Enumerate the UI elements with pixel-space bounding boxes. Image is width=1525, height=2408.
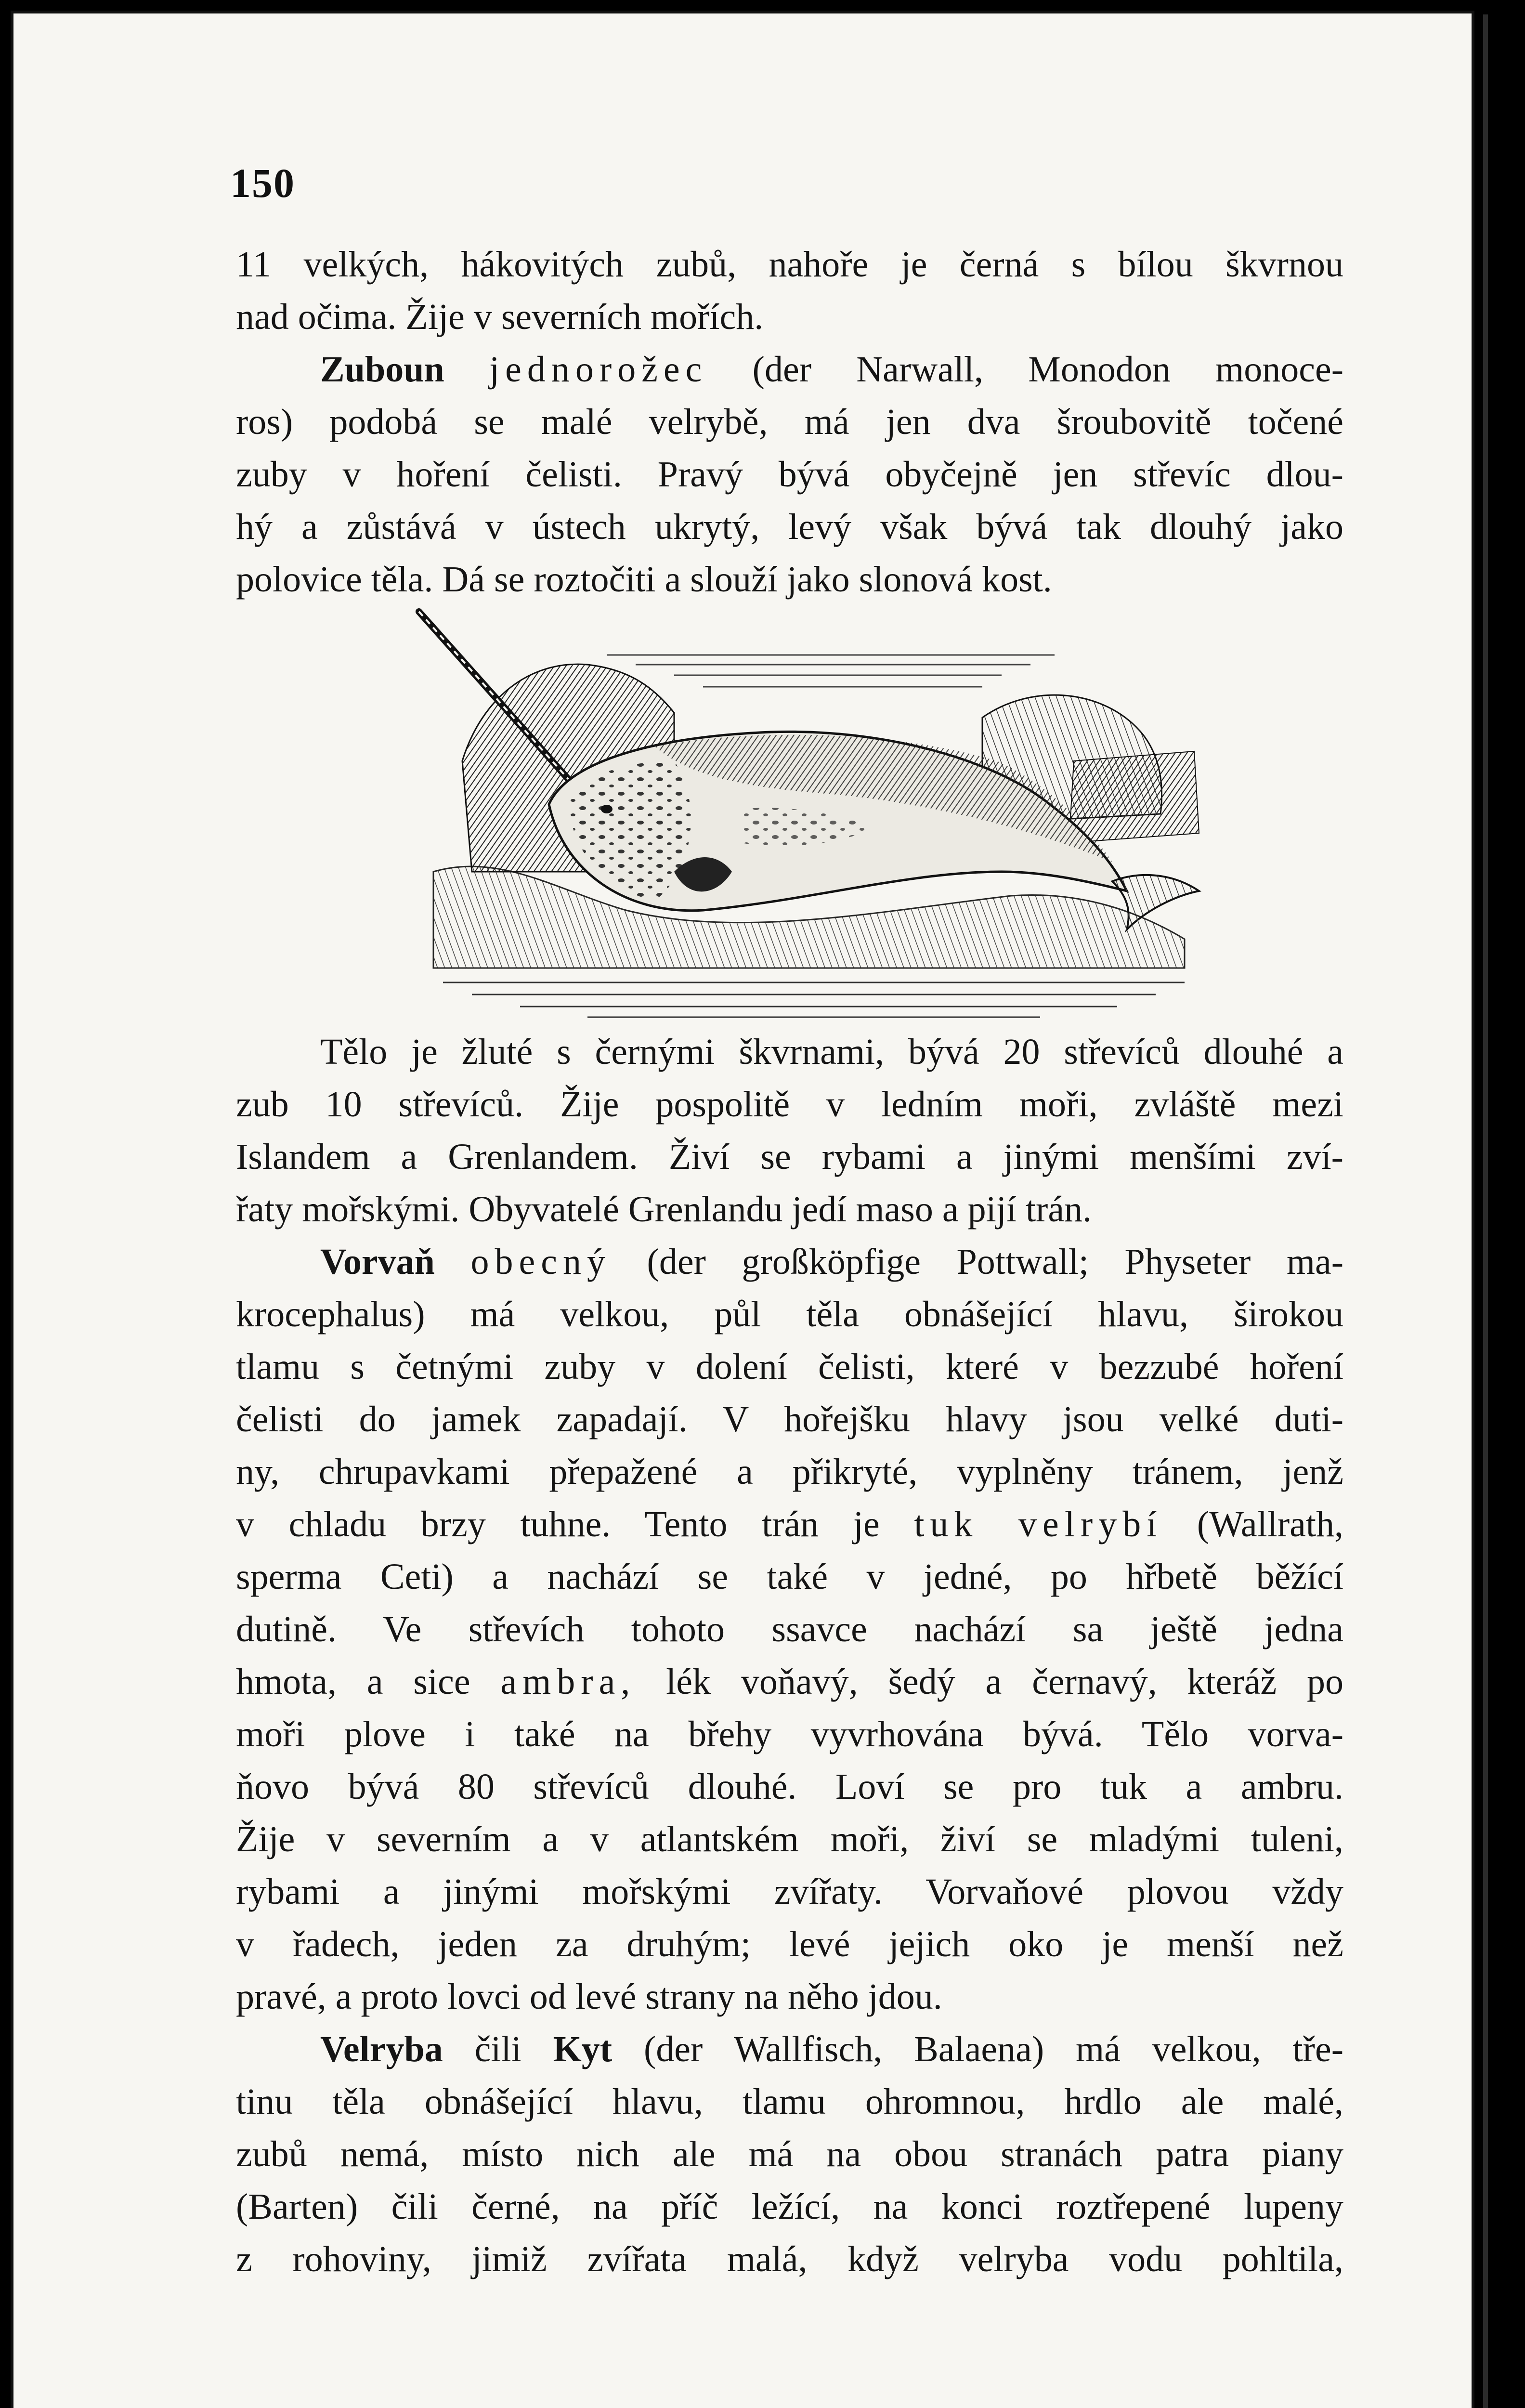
text-line: tlamu s četnými zuby v dolení čelisti, které v bezzubé hoření — [236, 1347, 1343, 1387]
text-line: sperma Ceti) a nachází se také v jedné, po hřbetě běžící — [236, 1557, 1343, 1597]
text-line: nad očima. Žije v severních mořích. — [236, 297, 764, 337]
text-line: krocephalus) má velkou, půl těla obnášející hlavu, širokou — [236, 1294, 1343, 1335]
text-line — [236, 1656, 1343, 1708]
text-span: hmota, a sice — [236, 1662, 470, 1702]
text-line: zub 10 střevíců. Žije pospolitě v ledním moři, zvláště mezi — [236, 1084, 1343, 1125]
text-line: polovice těla. Dá se roztočiti a slouží jako slonová kost. — [236, 559, 1052, 600]
paragraph-sperm-whale-start — [236, 1236, 1343, 1288]
text-line: rybami a jinými mořskými zvířaty. Vorvaňové plovou vždy — [236, 1871, 1343, 1912]
text-line: ros) podobá se malé velrybě, má jen dva šroubovitě točené — [236, 402, 1343, 442]
text-block-bottom — [236, 1026, 1343, 2286]
text-span: lék voňavý, šedý a černavý, kteráž po — [666, 1662, 1344, 1702]
term-jednorozec: jednorožec — [489, 349, 708, 390]
term-obecny: obecný — [470, 1242, 611, 1282]
text-line: Žije v severním a v atlantském moři, živí se mladými tuleni, — [236, 1819, 1343, 1859]
text-line: ny, chrupavkami přepažené a přikryté, vyplněny tránem, jenž — [236, 1452, 1343, 1492]
narwhal-engraving-icon — [404, 602, 1213, 1026]
text-line: čelisti do jamek zapadají. V hořejšku hlavy jsou velké duti- — [236, 1399, 1343, 1440]
paragraph-narwhal-start — [236, 343, 1343, 396]
text-line: hý a zůstává v ústech ukrytý, levý však bývá tak dlouhý jako — [236, 507, 1343, 547]
term-zuboun: Zuboun — [320, 349, 444, 390]
text-line: zuby v hoření čelisti. Pravý bývá obyčejně jen střevíc dlou- — [236, 454, 1343, 495]
text-line: 11 velkých, hákovitých zubů, nahoře je černá s bílou škvrnou — [236, 244, 1343, 285]
term-ambra: ambra, — [500, 1662, 636, 1702]
text-block-top — [236, 238, 1343, 606]
term-kyt: Kyt — [553, 2029, 613, 2069]
text-span: (Wallrath, — [1197, 1504, 1343, 1544]
term-velryba: Velryba — [320, 2029, 443, 2069]
text-line: Tělo je žluté s černými škvrnami, bývá 20 střevíců dlouhé a — [320, 1032, 1343, 1072]
text-span: (der großköpfige Pottwall; Physeter ma- — [647, 1242, 1344, 1282]
text-span: čili — [474, 2029, 521, 2069]
text-line: dutině. Ve střevích tohoto ssavce nachází sa ještě jedna — [236, 1609, 1343, 1649]
text-span: v chladu brzy tuhne. Tento trán je — [236, 1504, 880, 1544]
text-line: moři plove i také na břehy vyvrhována bývá. Tělo vorva- — [236, 1714, 1343, 1754]
text-line: Islandem a Grenlandem. Živí se rybami a jinými menšími zví- — [236, 1137, 1343, 1177]
term-vorvan: Vorvaň — [320, 1242, 435, 1282]
text-span: (der Narwall, Monodon monoce- — [752, 349, 1344, 390]
text-line: zubů nemá, místo nich ale má na obou stranách patra piany — [236, 2134, 1343, 2174]
term-tuk-velrybi: tuk velrybí — [914, 1504, 1163, 1544]
text-line: tinu těla obnášející hlavu, tlamu ohromnou, hrdlo ale malé, — [236, 2081, 1343, 2122]
page-number: 150 — [230, 160, 295, 206]
text-line: z rohoviny, jimiž zvířata malá, když velryba vodu pohltila, — [236, 2239, 1343, 2279]
paragraph-whale-start — [236, 2023, 1343, 2076]
text-line: pravé, a proto lovci od levé strany na něho jdou. — [236, 1976, 942, 2017]
text-line: (Barten) čili černé, na příč ležící, na konci roztřepené lupeny — [236, 2186, 1343, 2227]
text-span: (der Wallfisch, Balaena) má velkou, tře- — [644, 2029, 1344, 2069]
text-line: ňovo bývá 80 střevíců dlouhé. Loví se pro tuk a ambru. — [236, 1767, 1343, 1807]
text-line: v řadech, jeden za druhým; levé jejich oko je menší než — [236, 1924, 1343, 1964]
text-line — [236, 1498, 1343, 1551]
text-line: řaty mořskými. Obyvatelé Grenlandu jedí maso a pijí trán. — [236, 1189, 1092, 1230]
scan-edge — [1483, 14, 1517, 2408]
